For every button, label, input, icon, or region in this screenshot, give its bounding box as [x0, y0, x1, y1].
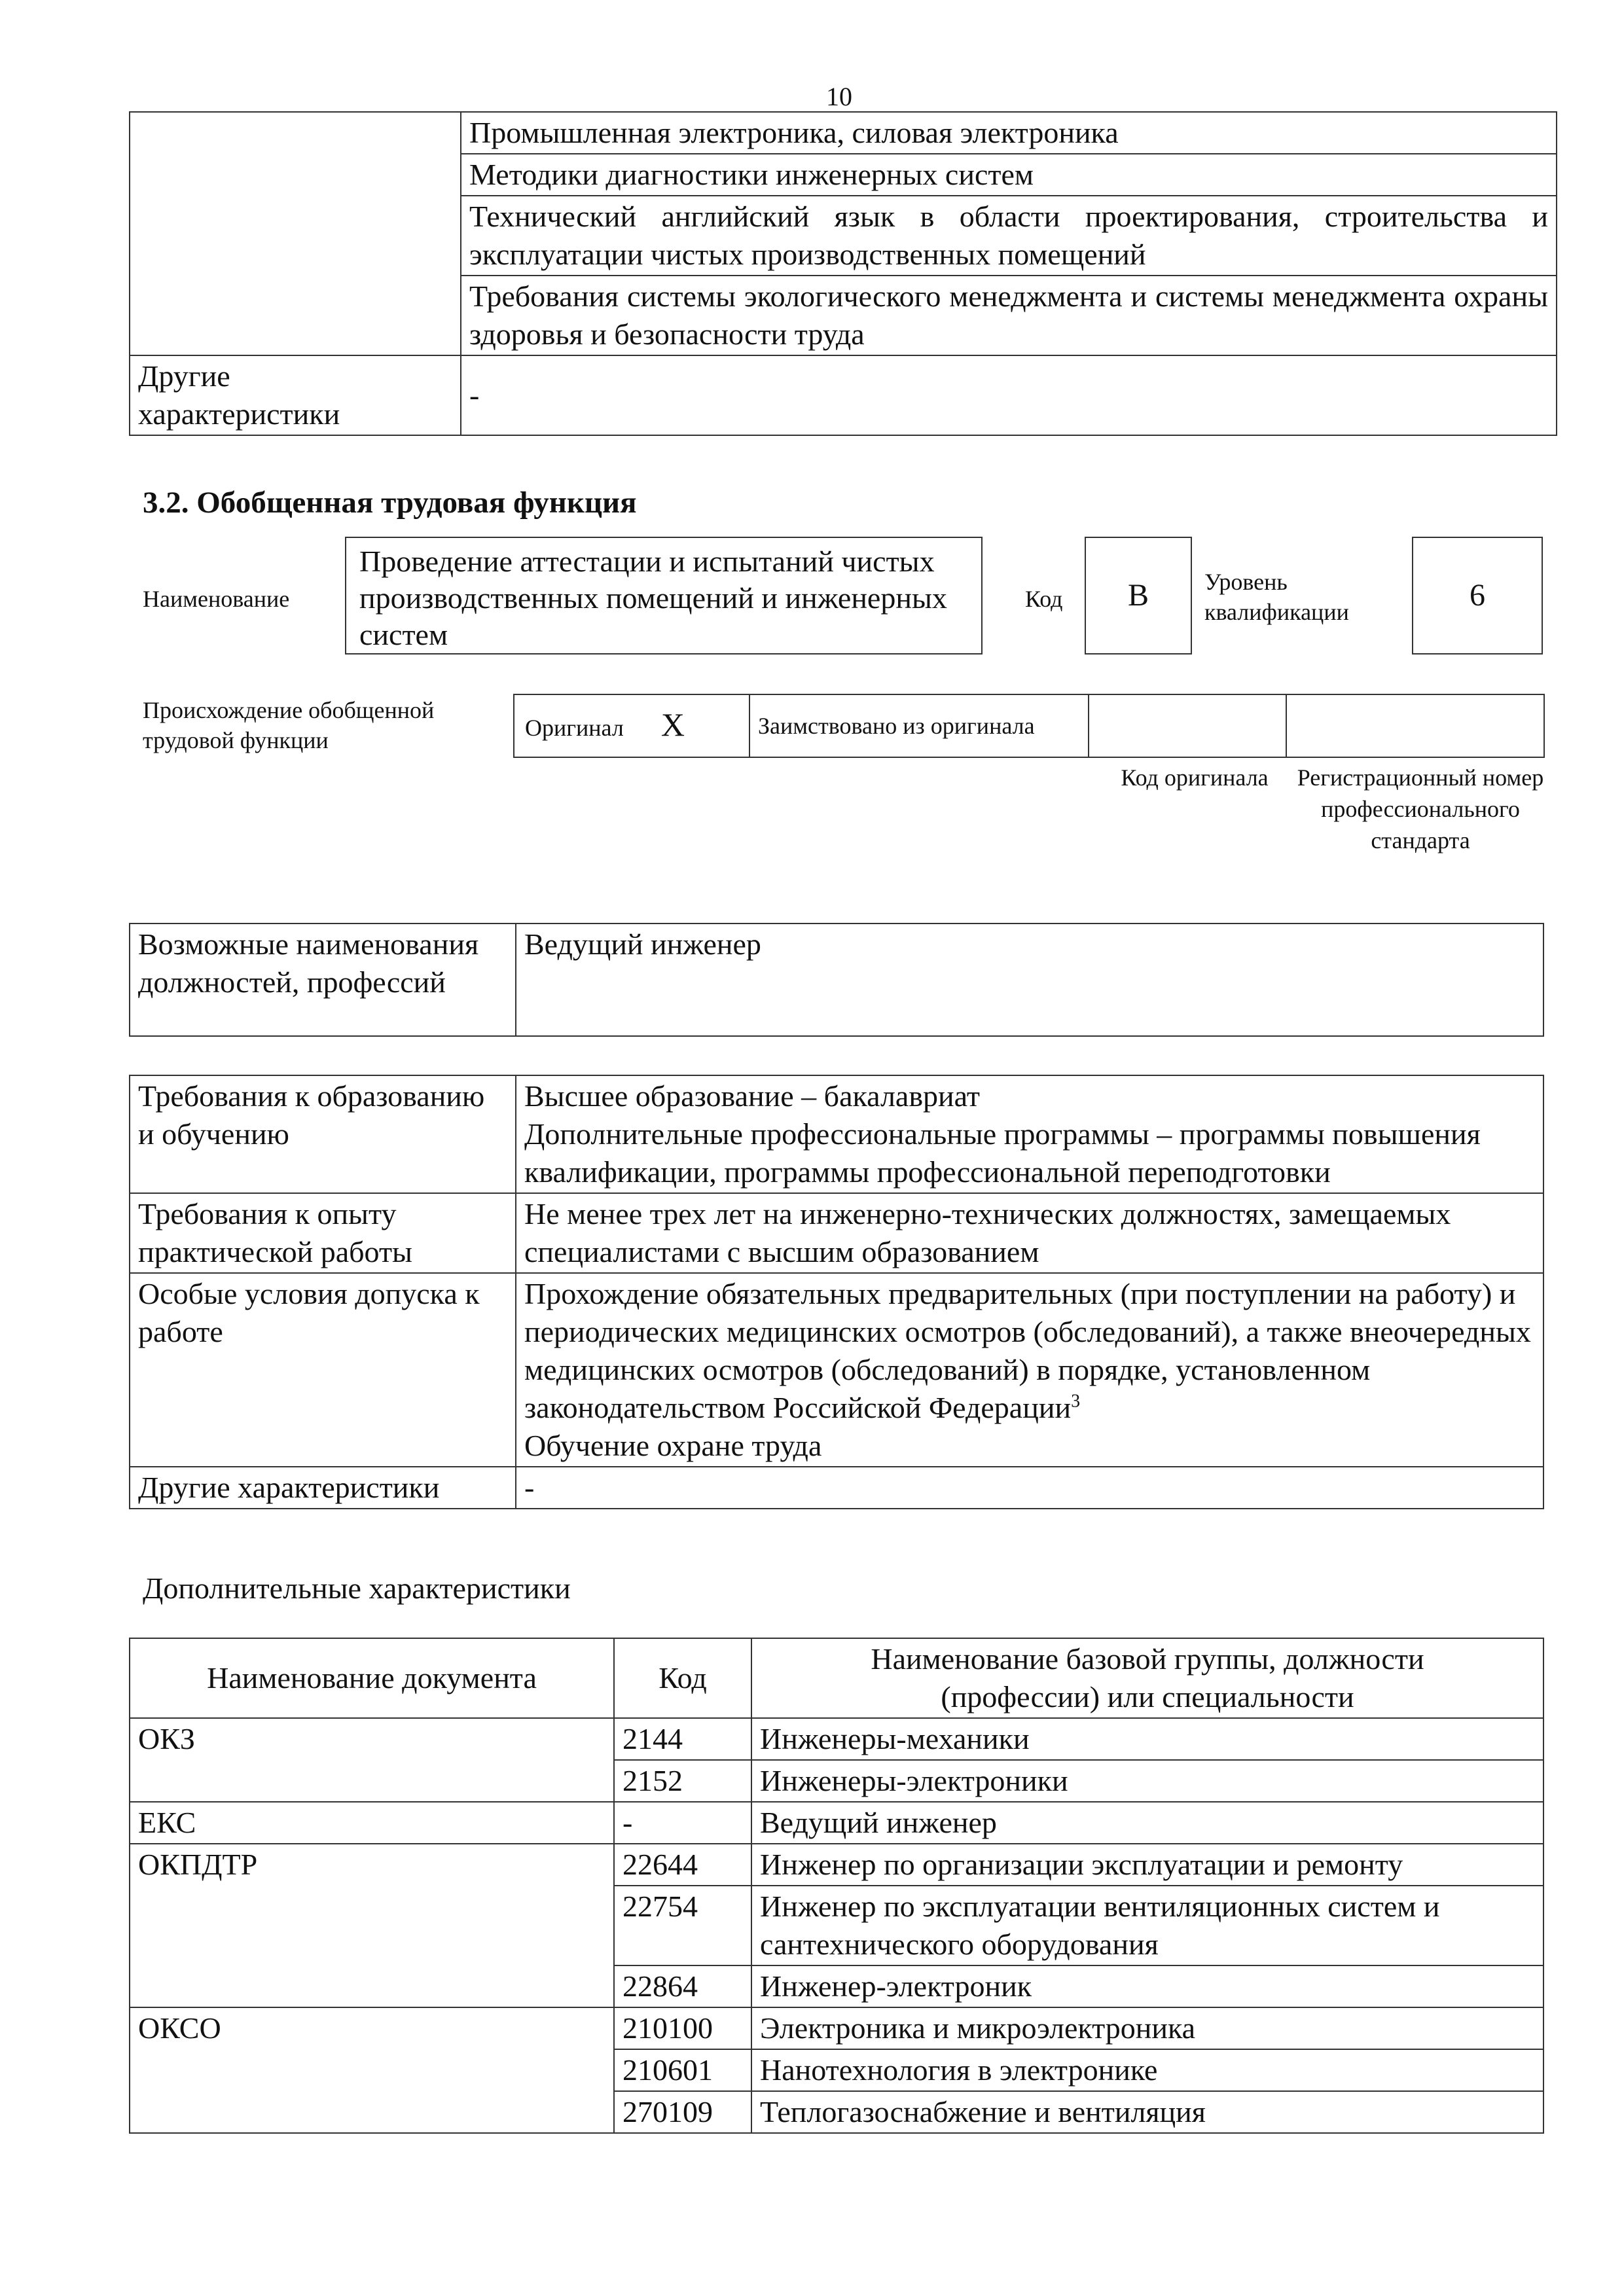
positions-value: Ведущий инженер [516, 924, 1543, 1036]
table-cell-name: Теплогазоснабжение и вентиляция [751, 2091, 1543, 2133]
req-line: - [524, 1471, 535, 1504]
level-label: Уровень квалификации [1204, 569, 1349, 625]
top-table [129, 111, 1557, 436]
name-label: Наименование [143, 586, 290, 612]
req-line-text: Прохождение обязательных предварительных (при поступлении на работу) и периодических медицинских осмотров (обследований), а также внеочередных медицинских осмотров (обследований) в порядке, установленном законодательством Российской Федерации [524, 1277, 1531, 1424]
column-header: Наименование базовой группы, должности (профессии) или специальности [751, 1638, 1543, 1718]
table-cell-name: Инженеры-механики [751, 1718, 1543, 1760]
table-cell: Технический английский язык в области проектирования, строительства и эксплуатации чистых производственных помещений [461, 196, 1557, 276]
req-line: Высшее образование – бакалавриат [524, 1079, 980, 1113]
table-cell-code: 270109 [614, 2091, 751, 2133]
borrowed-cell [749, 694, 1089, 757]
origin-label: Происхождение обобщенной трудовой функции [143, 697, 435, 753]
requirements-table [129, 1075, 1544, 1509]
req-value [516, 1193, 1543, 1273]
level-value: 6 [1470, 578, 1485, 613]
column-header: Код [614, 1638, 751, 1718]
table-row [130, 1075, 1543, 1193]
table-cell-code: 2152 [614, 1760, 751, 1802]
table-cell-code: - [614, 1802, 751, 1844]
table-cell-name: Электроника и микроэлектроника [751, 2007, 1543, 2049]
table-cell-code: 22754 [614, 1886, 751, 1965]
req-label: Требования к опыту практической работы [130, 1193, 516, 1273]
table-cell: Другие характеристики [130, 355, 461, 435]
table-cell: - [461, 355, 1557, 435]
req-line [524, 1275, 1535, 1427]
additional-table [129, 1638, 1544, 2134]
table-cell-empty [130, 112, 461, 355]
level-value-box [1412, 537, 1543, 655]
footnote-mark: 3 [1071, 1391, 1081, 1412]
borrowed-label: Заимствовано из оригинала [758, 713, 1035, 739]
original-cell [514, 694, 749, 757]
table-cell-doc: ОКЗ [130, 1718, 614, 1802]
positions-table [129, 923, 1544, 1037]
section-heading: 3.2. Обобщенная трудовая функция [143, 486, 637, 520]
table-row [130, 2007, 1543, 2049]
origin-code-caption: Код оригинала [1121, 764, 1269, 791]
name-value-box [345, 537, 983, 655]
table-cell-name: Инженеры-электроники [751, 1760, 1543, 1802]
req-label: Другие характеристики [130, 1467, 516, 1509]
table-cell-doc: ОКСО [130, 2007, 614, 2133]
table-row [130, 355, 1557, 435]
original-mark: X [660, 706, 685, 743]
req-line: Дополнительные профессиональные программы – программы повышения квалификации, программы профессиональной переподготовки [524, 1117, 1481, 1189]
table-cell-code: 210601 [614, 2049, 751, 2091]
reg-number-caption: Регистрационный номер профессионального стандарта [1297, 764, 1544, 853]
table-cell-code: 22864 [614, 1965, 751, 2007]
req-value [516, 1273, 1543, 1467]
positions-label: Возможные наименования должностей, профессий [130, 924, 516, 1036]
table-row [130, 112, 1557, 154]
code-value-box [1085, 537, 1192, 655]
name-value: Проведение аттестации и испытаний чистых производственных помещений и инженерных систем [359, 545, 947, 651]
req-label: Особые условия допуска к работе [130, 1273, 516, 1467]
table-cell: Промышленная электроника, силовая электроника [461, 112, 1557, 154]
table-row [130, 1718, 1543, 1760]
column-header: Наименование документа [130, 1638, 614, 1718]
table-cell-name: Инженер-электроник [751, 1965, 1543, 2007]
code-value: B [1127, 578, 1149, 613]
table-row [130, 1467, 1543, 1509]
table-cell-doc: ОКПДТР [130, 1844, 614, 2007]
table-row [130, 1802, 1543, 1844]
table-row [130, 1273, 1543, 1467]
req-line: Обучение охране труда [524, 1429, 822, 1462]
origin-code-cell [1089, 694, 1286, 757]
table-cell-doc: ЕКС [130, 1802, 614, 1844]
table-cell-code: 22644 [614, 1844, 751, 1886]
reg-number-cell [1286, 694, 1544, 757]
table-cell-name: Нанотехнология в электронике [751, 2049, 1543, 2091]
req-value [516, 1075, 1543, 1193]
table-cell-code: 2144 [614, 1718, 751, 1760]
req-line: Не менее трех лет на инженерно-технических должностях, замещаемых специалистами с высшим образованием [524, 1197, 1451, 1268]
origin-table [513, 694, 1545, 758]
req-value [516, 1467, 1543, 1509]
code-label: Код [1025, 586, 1063, 612]
table-cell-name: Инженер по эксплуатации вентиляционных систем и сантехнического оборудования [751, 1886, 1543, 1965]
table-cell: Методики диагностики инженерных систем [461, 154, 1557, 196]
table-cell: Требования системы экологического менеджмента и системы менеджмента охраны здоровья и безопасности труда [461, 276, 1557, 355]
table-cell-code: 210100 [614, 2007, 751, 2049]
original-label: Оригинал [525, 714, 624, 741]
table-cell-name: Ведущий инженер [751, 1802, 1543, 1844]
table-row [130, 1193, 1543, 1273]
req-label: Требования к образованию и обучению [130, 1075, 516, 1193]
table-row [130, 1844, 1543, 1886]
page-number: 10 [826, 82, 852, 111]
additional-heading: Дополнительные характеристики [143, 1571, 571, 1605]
table-header-row [130, 1638, 1543, 1718]
table-cell-name: Инженер по организации эксплуатации и ремонту [751, 1844, 1543, 1886]
